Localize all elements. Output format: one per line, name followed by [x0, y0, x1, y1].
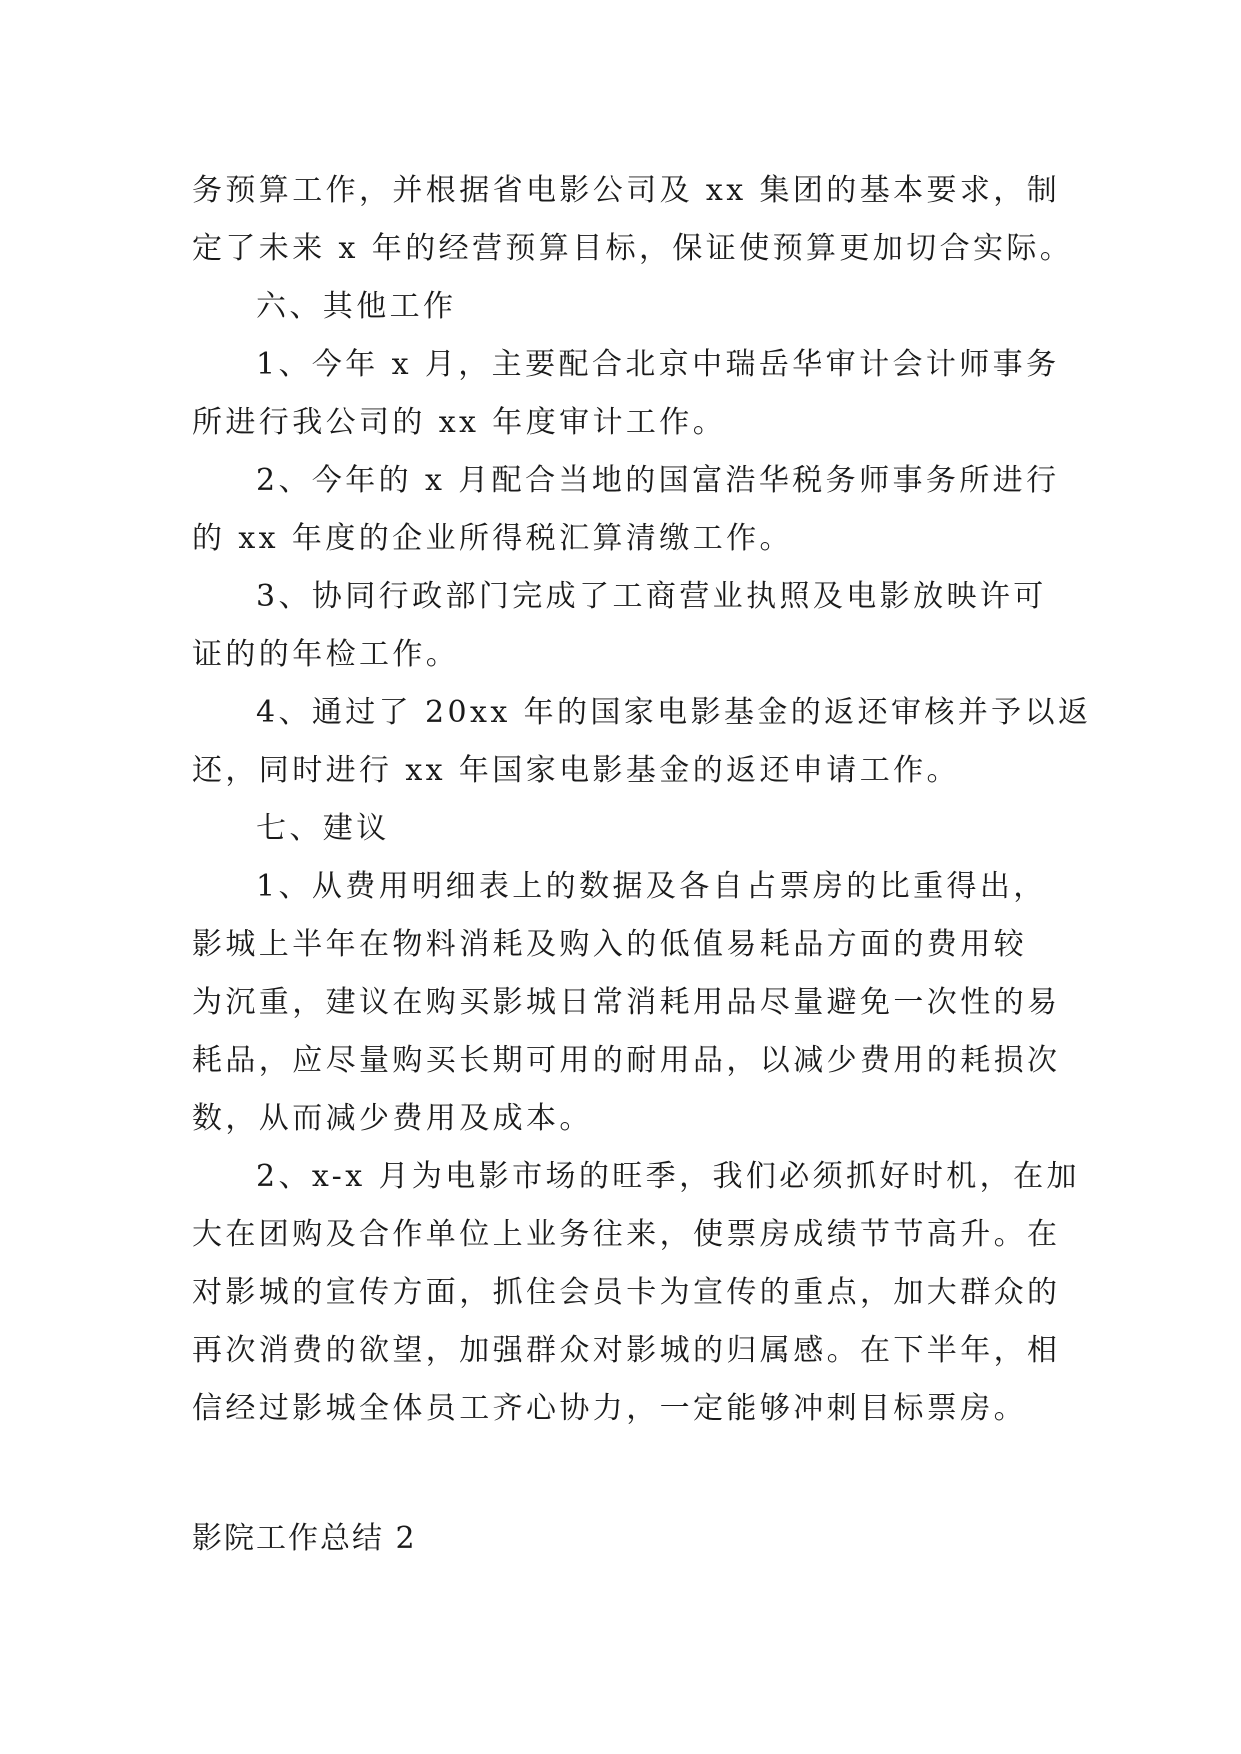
section-heading-other-work: 六、其他工作 — [256, 289, 457, 324]
body-line: 1、今年 x 月，主要配合北京中瑞岳华审计会计师事务 — [256, 347, 1060, 382]
body-line: 影城上半年在物料消耗及购入的低值易耗品方面的费用较 — [192, 927, 1027, 962]
body-line: 3、协同行政部门完成了工商营业执照及电影放映许可 — [256, 579, 1047, 614]
next-section-title: 影院工作总结 2 — [192, 1521, 417, 1556]
body-line: 务预算工作，并根据省电影公司及 xx 集团的基本要求，制 — [192, 173, 1061, 208]
document-body — [192, 162, 1092, 1568]
body-line: 的 xx 年度的企业所得税汇算清缴工作。 — [192, 521, 793, 556]
body-line: 2、今年的 x 月配合当地的国富浩华税务师事务所进行 — [256, 463, 1060, 498]
body-line: 2、x-x 月为电影市场的旺季，我们必须抓好时机，在加 — [256, 1159, 1080, 1194]
section-heading-suggestions: 七、建议 — [256, 811, 390, 846]
body-line: 大在团购及合作单位上业务往来，使票房成绩节节高升。在 — [192, 1217, 1061, 1252]
body-line: 所进行我公司的 xx 年度审计工作。 — [192, 405, 727, 440]
body-line: 数，从而减少费用及成本。 — [192, 1101, 593, 1136]
body-line: 为沉重，建议在购买影城日常消耗用品尽量避免一次性的易 — [192, 985, 1061, 1020]
body-line: 4、通过了 20xx 年的国家电影基金的返还审核并予以返 — [256, 695, 1092, 730]
body-line: 再次消费的欲望，加强群众对影城的归属感。在下半年，相 — [192, 1333, 1061, 1368]
body-line: 证的的年检工作。 — [192, 637, 460, 672]
body-line: 对影城的宣传方面，抓住会员卡为宣传的重点，加大群众的 — [192, 1275, 1061, 1310]
body-line: 信经过影城全体员工齐心协力，一定能够冲刺目标票房。 — [192, 1391, 1027, 1426]
body-line: 1、从费用明细表上的数据及各自占票房的比重得出， — [256, 869, 1047, 904]
body-line: 耗品，应尽量购买长期可用的耐用品，以减少费用的耗损次 — [192, 1043, 1061, 1078]
body-line: 定了未来 x 年的经营预算目标，保证使预算更加切合实际。 — [192, 231, 1074, 266]
spacer — [192, 1438, 1052, 1510]
body-line: 还，同时进行 xx 年国家电影基金的返还申请工作。 — [192, 753, 960, 788]
